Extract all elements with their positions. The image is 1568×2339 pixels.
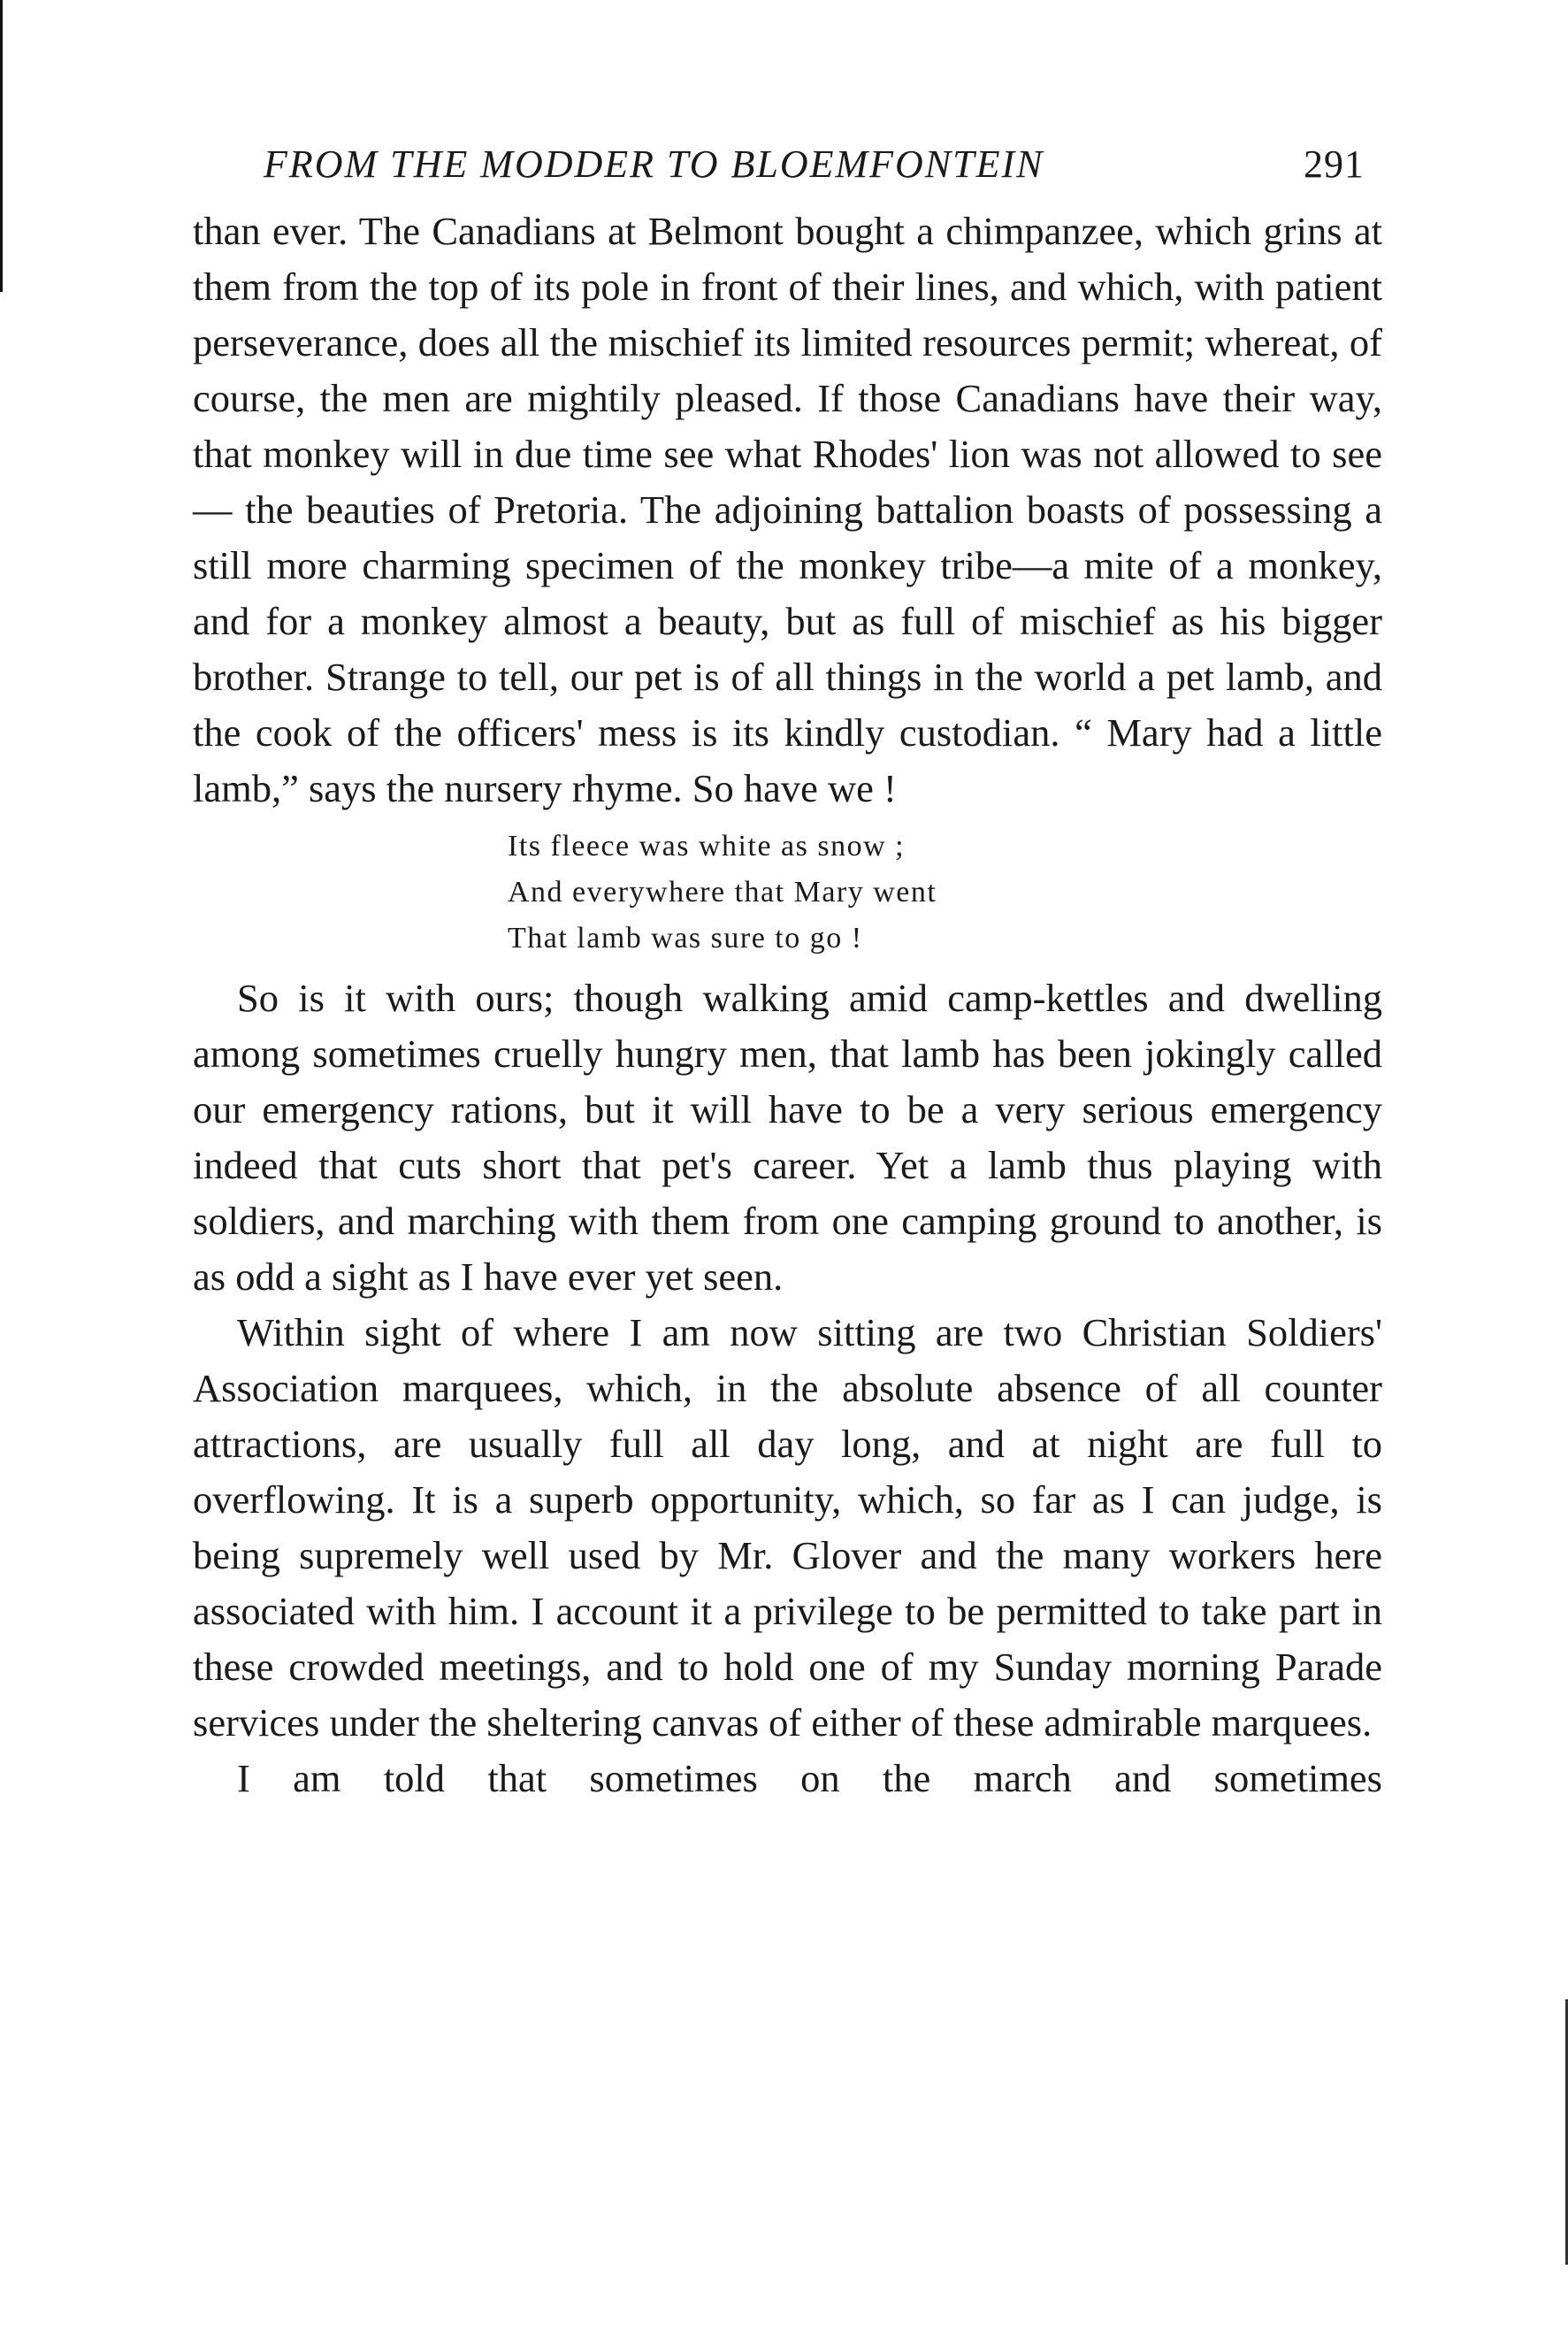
book-page <box>193 142 1382 1806</box>
paragraph-continued: than ever. The Canadians at Belmont bought a chimpanzee, which grins at them from the top of its pole in front of their lines, and which, with patient perseverance, does all the mischief its limited resources permit; whereat, of course, the men are mightily pleased. If those Canadians have their way, that monkey will in due time see what Rhodes' lion was not allowed to see — the beauties of Pretoria. The adjoining battalion boasts of possessing a still more charming specimen of the monkey tribe—a mite of a monkey, and for a monkey almost a beauty, but as full of mischief as his bigger brother. Strange to tell, our pet is of all things in the world a pet lamb, and the cook of the officers' mess is its kindly custodian. “ Mary had a little lamb,” says the nursery rhyme. So have we ! <box>193 209 1382 810</box>
verse-line: That lamb was sure to go ! <box>508 922 863 955</box>
paragraph: Within sight of where I am now sitting are two Christian Soldiers' Association marquees, which, in the absolute absence of all counter attractions, are usually full all day long, and at night are full to overflowing. It is a superb opportunity, which, so far as I can judge, is being supremely well used by Mr. Glover and the many workers here associated with him. I account it a privilege to be permitted to take part in these crowded meetings, and to hold one of my Sunday morning Parade services under the sheltering canvas of either of these admirable marquees. <box>193 1310 1382 1745</box>
paragraph-continues: I am told that sometimes on the march and sometimes <box>237 1756 1382 1800</box>
running-title: FROM THE MODDER TO BLOEMFONTEIN <box>264 142 1044 186</box>
verse-line: Its fleece was white as snow ; <box>508 830 906 863</box>
body-text <box>193 203 1382 1806</box>
running-header <box>193 142 1382 203</box>
page-number: 291 <box>1304 142 1365 186</box>
verse-quotation <box>508 824 1382 962</box>
verse-line: And everywhere that Mary went <box>508 876 937 909</box>
paragraph: So is it with ours; though walking amid camp-kettles and dwelling among sometimes cruelly hungry men, that lamb has been jokingly called our emergency rations, but it will have to be a very serious emergency indeed that cuts short that pet's career. Yet a lamb thus playing with soldiers, and marching with them from one camping ground to another, is as odd a sight as I have ever yet seen. <box>193 976 1382 1299</box>
page-edge-rule <box>0 0 3 292</box>
